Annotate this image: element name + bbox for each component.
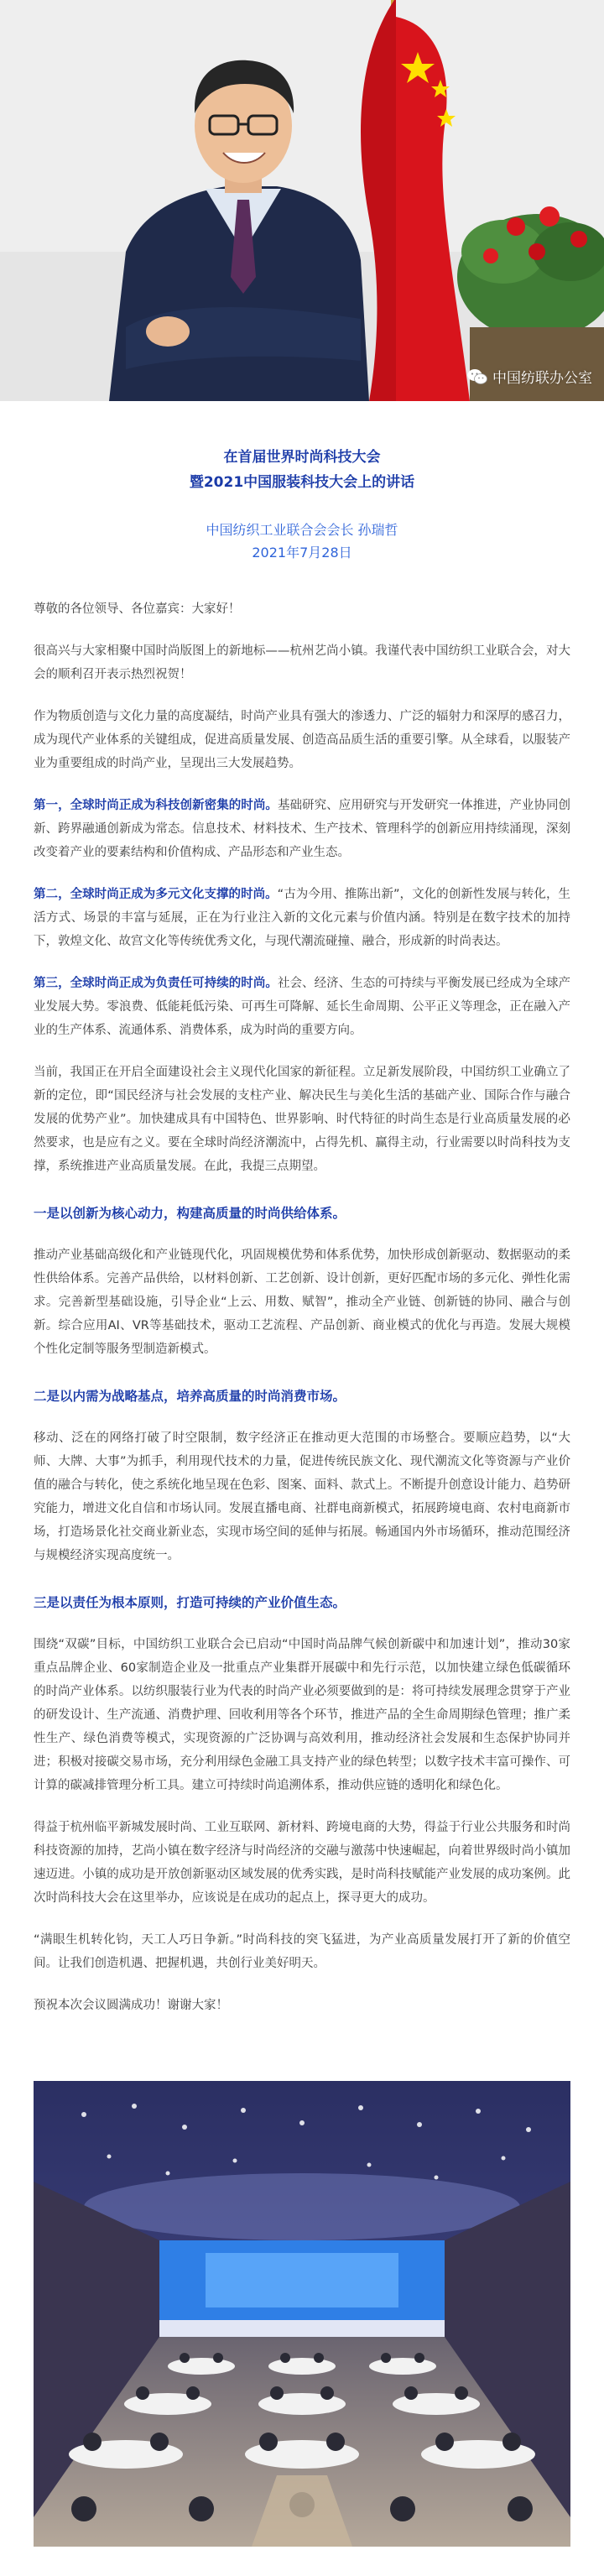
byline: 中国纺织工业联合会会长 孙瑞哲 <box>206 522 398 538</box>
section-heading-1: 一是以创新为核心动力，构建高质量的时尚供给体系。 <box>34 1206 346 1221</box>
trend-3-lead: 第三，全球时尚正成为负责任可持续的时尚。 <box>34 977 278 990</box>
watermark <box>467 366 592 387</box>
paragraph-4 <box>34 883 570 953</box>
speaker-photo <box>0 0 604 401</box>
article-title <box>34 445 570 495</box>
venue-photo-illustration <box>34 2081 570 2547</box>
date: 2021年7月28日 <box>252 545 352 561</box>
paragraph-7: 推动产业基础高级化和产业链现代化，巩固规模优势和体系优势，加快形成创新驱动、数据驱动的柔性供给体系。完善产品供给，以材料创新、工艺创新、设计创新，更好匹配市场的多元化、弹性化需求。完善新型基础设施，引导企业“上云、用数、赋智”，推动全产业链、创新链的协同、融合与创新。综合应用AI、VR等基础技术，驱动工艺流程、产品创新、商业模式的优化与再造。发展大规模个性化定制等服务型制造新模式。 <box>34 1249 570 1356</box>
wechat-icon <box>467 368 487 385</box>
paragraph-3 <box>34 794 570 864</box>
title-line-2: 暨2021中国服装科技大会上的讲话 <box>189 474 415 491</box>
watermark-text: 中国纺联办公室 <box>492 370 592 387</box>
trend-3-body: 社会、经济、生态的可持续与平衡发展已经成为全球产业发展大势。零浪费、低能耗低污染、可再生可降解、延长生命周期、公平正义等理念，正在融入产业的生产体系、流通体系、消费体系，成为时尚的重要方向。 <box>34 977 571 1037</box>
venue-photo <box>34 2081 570 2547</box>
greeting: 尊敬的各位领导、各位嘉宾：大家好！ <box>34 602 241 616</box>
paragraph-10: 得益于杭州临平新城发展时尚、工业互联网、新材料、跨境电商的大势，得益于行业公共服务和时尚科技资源的加持，艺尚小镇在数字经济与时尚经济的交融与激荡中快速崛起，向着世界级时尚小镇加速迈进。小镇的成功是开放创新驱动区域发展的优秀实践，是时尚科技赋能产业发展的成功案例。此次时尚科技大会在这里举办，应该说是在成功的起点上，探寻更大的成功。 <box>34 1821 570 1905</box>
paragraph-5 <box>34 972 570 1042</box>
paragraph-1: 很高兴与大家相聚中国时尚版图上的新地标——杭州艺尚小镇。我谨代表中国纺织工业联合会，对大会的顺利召开表示热烈祝贺！ <box>34 644 570 681</box>
speaker-photo-illustration <box>0 0 604 401</box>
section-heading-3: 三是以责任为根本原则，打造可持续的产业价值生态。 <box>34 1595 346 1610</box>
title-line-1: 在首届世界时尚科技大会 <box>223 449 381 466</box>
trend-2-body: “古为今用、推陈出新”，文化的创新性发展与转化，生活方式、场景的丰富与延展，正在为行业注入新的文化元素与价值内涵。特别是在数字技术的加持下，敦煌文化、故宫文化等传统优秀文化，与现代潮流碰撞、融合，形成新的时尚表达。 <box>34 888 570 948</box>
article-body <box>0 401 604 2017</box>
trend-1-body: 基础研究、应用研究与开发研究一体推进，产业协同创新、跨界融通创新成为常态。信息技术、材料技术、生产技术、管理科学的创新应用持续涌现，深刻改变着产业的要素结构和价值构成、产品形态和产业生态。 <box>34 799 571 859</box>
trend-2-lead: 第二，全球时尚正成为多元文化支撑的时尚。 <box>34 888 278 901</box>
paragraph-11: “满眼生机转化钧，天工人巧日争新。”时尚科技的突飞猛进，为产业高质量发展打开了新的价值空间。让我们创造机遇、把握机遇，共创行业美好明天。 <box>34 1933 570 1970</box>
paragraph-2: 作为物质创造与文化力量的高度凝结，时尚产业具有强大的渗透力、广泛的辐射力和深厚的感召力，成为现代产业体系的关键组成，促进高质量发展、创造高品质生活的重要引擎。从全球看，以服装产业为重要组成的时尚产业，呈现出三大发展趋势。 <box>34 710 570 770</box>
section-heading-2: 二是以内需为战略基点，培养高质量的时尚消费市场。 <box>34 1389 346 1404</box>
paragraph-12: 预祝本次会议圆满成功！谢谢大家！ <box>34 1999 228 2012</box>
paragraph-6: 当前，我国正在开启全面建设社会主义现代化国家的新征程。立足新发展阶段，中国纺织工业确立了新的定位，即“国民经济与社会发展的支柱产业、解决民生与美化生活的基础产业、国际合作与融合发展的优势产业”。加快建成具有中国特色、世界影响、时代特征的时尚生态是行业高质量发展的必然要求，也是应有之义。要在全球时尚经济潮流中，占得先机、赢得主动，行业需要以时尚科技为支撑，系统推进产业高质量发展。在此，我提三点期望。 <box>34 1066 570 1173</box>
paragraph-9: 围绕“双碳”目标，中国纺织工业联合会已启动“中国时尚品牌气候创新碳中和加速计划”，推动30家重点品牌企业、60家制造企业及一批重点产业集群开展碳中和先行示范，以加快建立绿色低碳循环的时尚产业体系。以纺织服装行业为代表的时尚产业必须要做到的是：将可持续发展理念贯穿于产业的研发设计、生产流通、消费护理、回收利用等各个环节，推进产品的全生命周期绿色管理；推广柔性生产、绿色消费等模式，实现资源的广泛协调与高效利用，推动经济社会发展和生态保护协同并进；积极对接碳交易市场，充分利用绿色金融工具支持产业的绿色转型；以数字技术丰富可操作、可计算的碳减排管理分析工具。建立可持续时尚追溯体系，推动供应链的透明化和绿色化。 <box>34 1638 570 1792</box>
paragraph-8: 移动、泛在的网络打破了时空限制，数字经济正在推动更大范围的市场整合。要顺应趋势，以“大师、大牌、大事”为抓手，利用现代技术的力量，促进传统民族文化、现代潮流文化等资源与产业价值的融合与转化，使之系统化地呈现在色彩、图案、面料、款式上。不断提升创意设计能力、趋势研究能力，增进文化自信和市场认同。发展直播电商、社群电商新模式，拓展跨境电商、农村电商新市场，打造场景化社交商业新业态，实现市场空间的延伸与拓展。畅通国内外市场循环，推动范围经济与规模经济实现高度统一。 <box>34 1431 570 1562</box>
trend-1-lead: 第一，全球时尚正成为科技创新密集的时尚。 <box>34 799 278 812</box>
